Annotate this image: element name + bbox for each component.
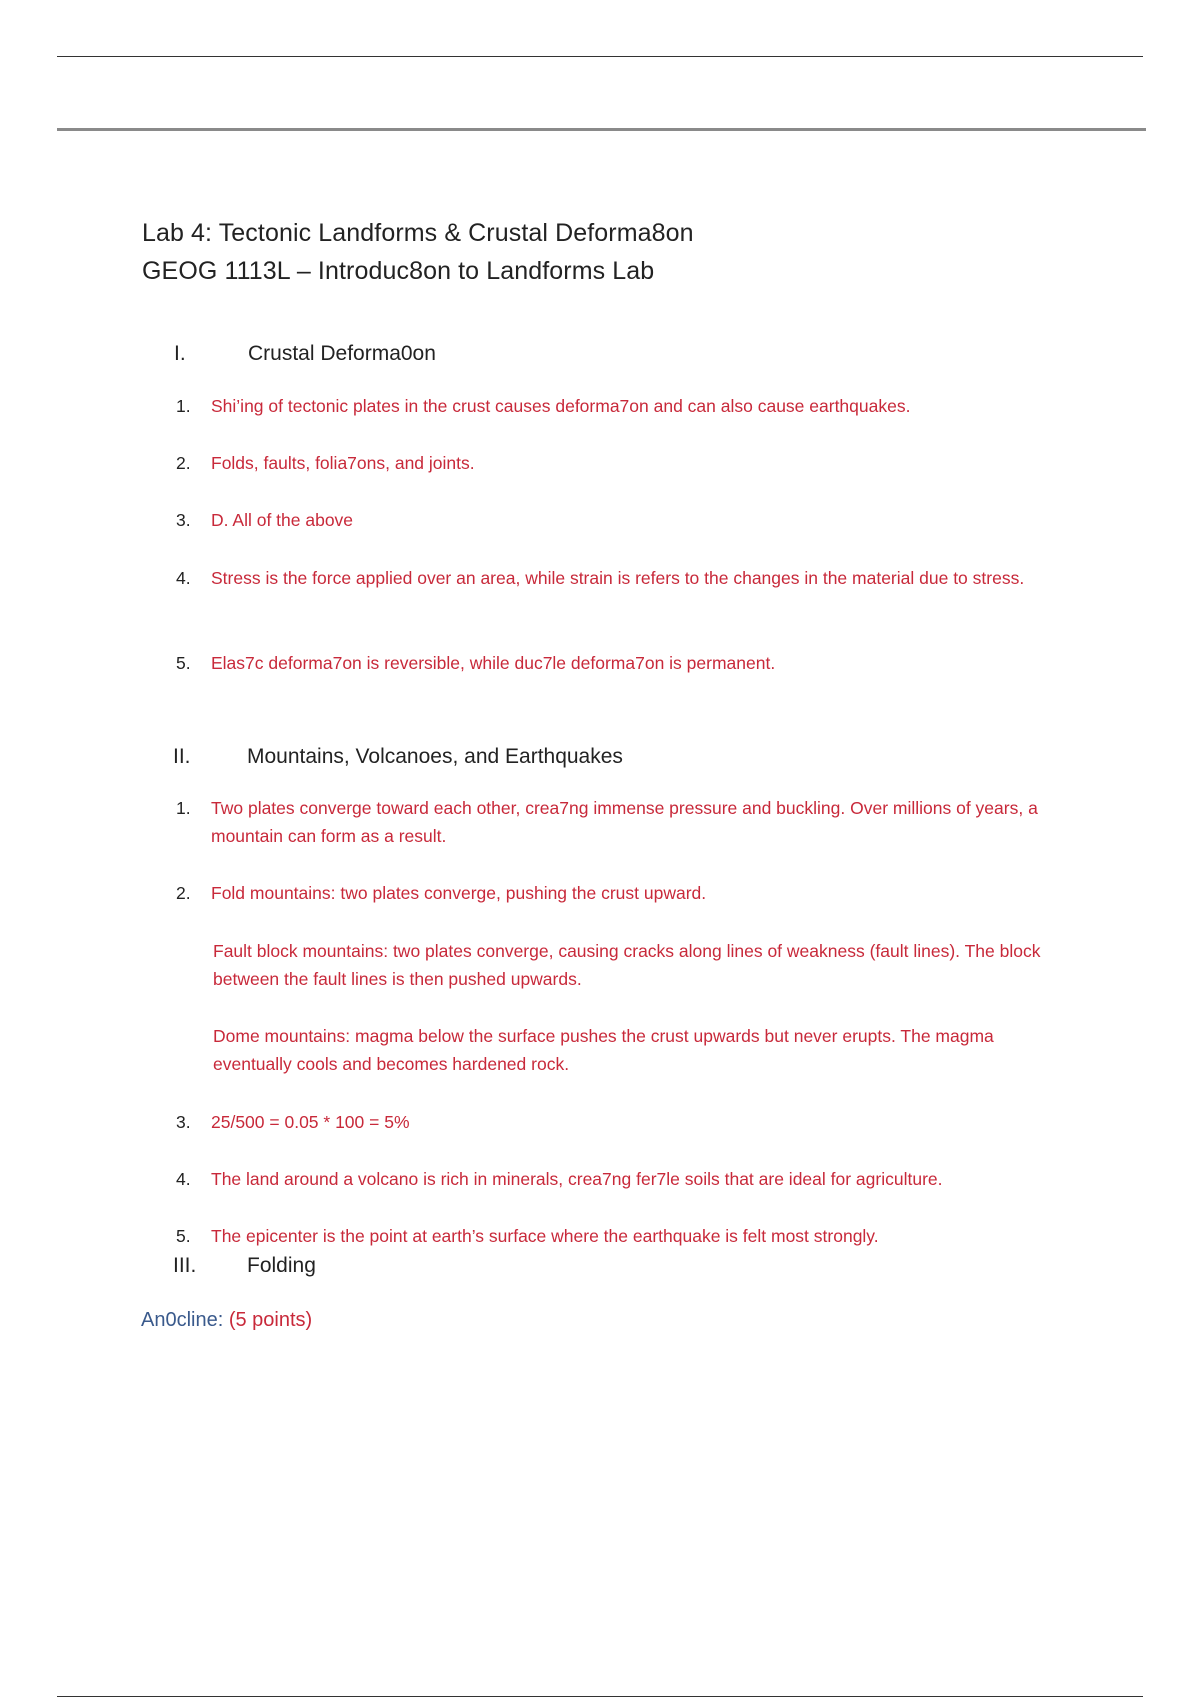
answer-item bbox=[176, 449, 1056, 477]
item-text: Shi’ing of tectonic plates in the crust causes deforma7on and can also cause earthquakes. bbox=[211, 396, 911, 416]
section-title: Crustal Deforma0on bbox=[248, 342, 436, 365]
answer-item bbox=[176, 392, 1056, 420]
item-number: 4. bbox=[176, 568, 191, 588]
item-text: Elas7c deforma7on is reversible, while duc7le deforma7on is permanent. bbox=[211, 653, 776, 673]
item-text: Fold mountains: two plates converge, pushing the crust upward. bbox=[211, 883, 707, 903]
anticline-term: An0cline: bbox=[141, 1309, 224, 1331]
item-number: 1. bbox=[176, 396, 191, 416]
section-title: Mountains, Volcanoes, and Earthquakes bbox=[247, 745, 623, 768]
item-text: Stress is the force applied over an area, while strain is refers to the changes in the material due to stress. bbox=[211, 568, 1025, 588]
item-number: 2. bbox=[176, 453, 191, 473]
answer-item bbox=[176, 1222, 1056, 1250]
item-number: 4. bbox=[176, 1169, 191, 1189]
document-title: Lab 4: Tectonic Landforms & Crustal Deforma8on bbox=[142, 219, 694, 247]
item-text: D. All of the above bbox=[211, 510, 354, 530]
answer-item bbox=[176, 879, 1056, 907]
item-number: 1. bbox=[176, 798, 191, 818]
answer-item bbox=[176, 794, 1056, 850]
header-rule-bottom bbox=[57, 128, 1146, 131]
section-title: Folding bbox=[247, 1254, 316, 1277]
item-number: 2. bbox=[176, 883, 191, 903]
footer-rule bbox=[57, 1696, 1143, 1697]
answer-item bbox=[176, 1108, 1056, 1136]
item-number: 5. bbox=[176, 653, 191, 673]
course-title: GEOG 1113L – Introduc8on to Landforms Lab bbox=[142, 257, 655, 285]
answer-paragraph-dome: Dome mountains: magma below the surface pushes the crust upwards but never erupts. The magma eventually cools and becomes hardened rock. bbox=[213, 1026, 994, 1074]
item-number: 5. bbox=[176, 1226, 191, 1246]
answer-paragraph-fault-block: Fault block mountains: two plates converge, causing cracks along lines of weakness (fault lines). The block between the fault lines is then pushed upwards. bbox=[213, 941, 1041, 989]
section-numeral: III. bbox=[173, 1254, 197, 1277]
anticline-points: (5 points) bbox=[228, 1309, 313, 1331]
answer-item bbox=[176, 564, 1056, 592]
item-text: 25/500 = 0.05 * 100 = 5% bbox=[211, 1112, 410, 1132]
answer-item bbox=[176, 649, 1056, 677]
item-text: Folds, faults, folia7ons, and joints. bbox=[211, 453, 475, 473]
item-text: The epicenter is the point at earth’s surface where the earthquake is felt most strongly. bbox=[211, 1226, 879, 1246]
section-heading-crustal-deformation bbox=[174, 342, 436, 366]
header-rule-top bbox=[57, 56, 1143, 57]
section-heading-folding bbox=[173, 1254, 316, 1278]
item-number: 3. bbox=[176, 510, 191, 530]
item-text: The land around a volcano is rich in minerals, crea7ng fer7le soils that are ideal for agriculture. bbox=[211, 1169, 943, 1189]
answer-item bbox=[176, 506, 1056, 534]
section-numeral: I. bbox=[174, 342, 186, 365]
section-numeral: II. bbox=[173, 745, 191, 768]
item-text: Two plates converge toward each other, crea7ng immense pressure and buckling. Over millions of years, a mountain can form as a result. bbox=[211, 798, 1038, 846]
answer-item bbox=[176, 1165, 1056, 1193]
anticline-prompt bbox=[141, 1309, 312, 1332]
section-heading-mountains bbox=[173, 745, 623, 769]
item-number: 3. bbox=[176, 1112, 191, 1132]
